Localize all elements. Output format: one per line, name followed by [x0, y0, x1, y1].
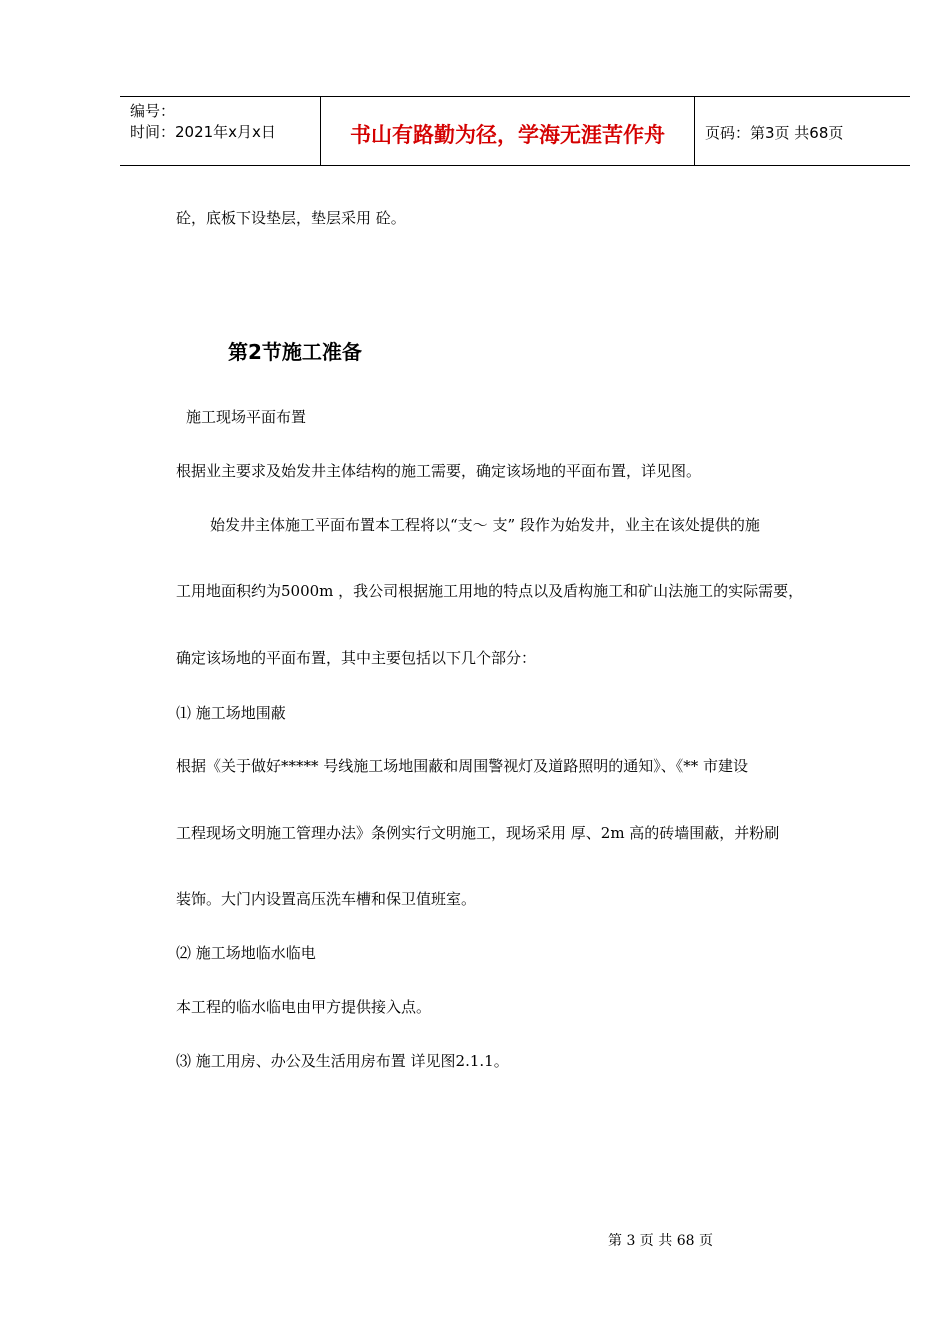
item-1-line-1: 根据《关于做好***** 号线施工场地围蔽和周围警视灯及道路照明的通知》、《** 市建设 [176, 757, 749, 775]
paragraph-2-line-1: 始发井主体施工平面布置本工程将以“支～ 支” 段作为始发井，业主在该处提供的施 [210, 516, 760, 534]
header-page-cell [695, 97, 910, 165]
item-2-title: ⑵ 施工场地临水临电 [176, 944, 316, 962]
paragraph-2-line-2: 工用地面积约为5000m ，我公司根据施工用地的特点以及盾构施工和矿山法施工的实际需要， [176, 582, 804, 600]
item-2-line-1: 本工程的临水临电由甲方提供接入点。 [176, 998, 432, 1016]
subsection-title: 施工现场平面布置 [186, 408, 307, 426]
document-time-label: 时间：2021年x月x日 [130, 123, 276, 141]
body-line-1: 砼，底板下设垫层，垫层采用 砼。 [176, 209, 406, 227]
section-title: 第2节施工准备 [228, 340, 362, 364]
paragraph-2-line-3: 确定该场地的平面布置，其中主要包括以下几个部分： [176, 649, 537, 667]
page-footer: 第 3 页 共 68 页 [608, 1233, 713, 1249]
header-motto: 书山有路勤为径，学海无涯苦作舟 [350, 123, 665, 147]
page-header [120, 96, 910, 166]
document-number-label: 编号： [130, 102, 176, 120]
header-meta-cell [120, 97, 321, 165]
paragraph-1: 根据业主要求及始发井主体结构的施工需要，确定该场地的平面布置，详见图。 [176, 462, 702, 480]
header-motto-cell [321, 97, 695, 165]
item-1-title: ⑴ 施工场地围蔽 [176, 704, 286, 722]
item-1-line-3: 装饰。大门内设置高压洗车槽和保卫值班室。 [176, 890, 477, 908]
item-1-line-2: 工程现场文明施工管理办法》条例实行文明施工，现场采用 厚、2m 高的砖墙围蔽，并粉刷 [176, 824, 780, 842]
header-page-number: 页码：第3页 共68页 [705, 124, 844, 142]
item-3-title: ⑶ 施工用房、办公及生活用房布置 详见图2.1.1。 [176, 1052, 509, 1070]
